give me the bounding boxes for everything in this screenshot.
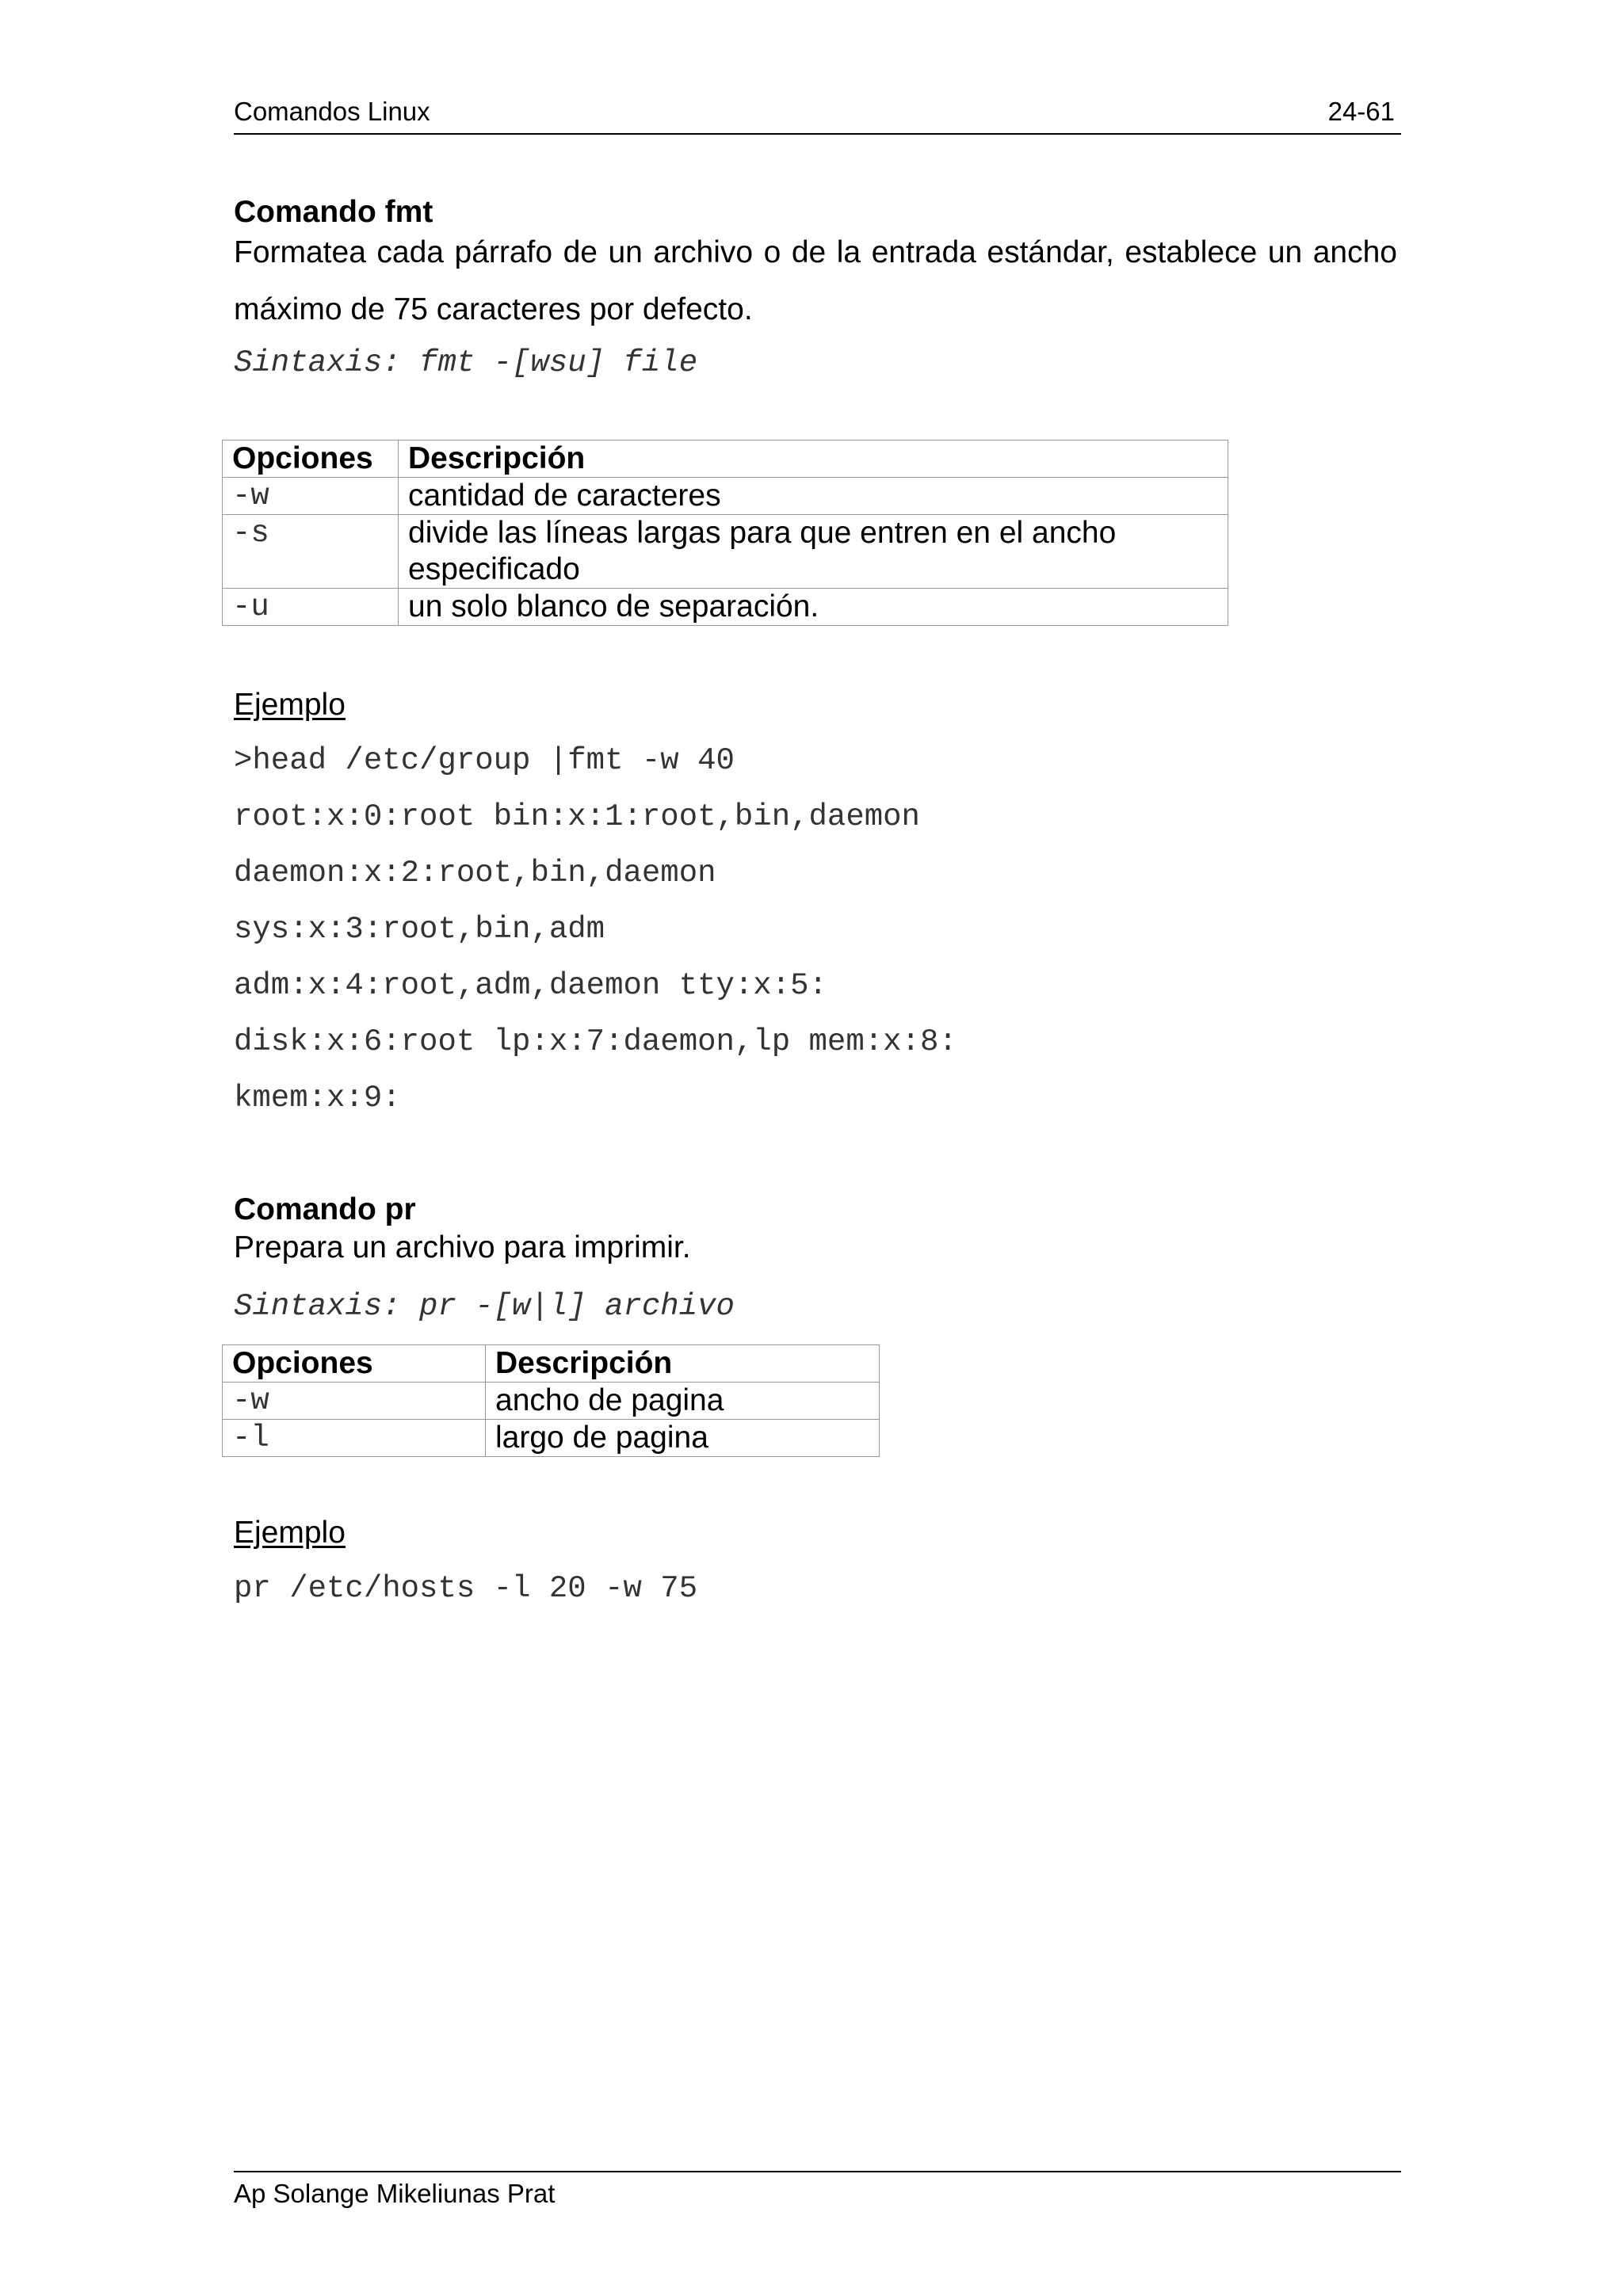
option-cell: -u [223, 589, 399, 626]
table-header-options: Opciones [223, 1345, 486, 1383]
fmt-description: Formatea cada párrafo de un archivo o de la entrada estándar, establece un ancho máximo de 75 caracteres por defecto. [234, 235, 1397, 326]
description-cell: cantidad de caracteres [399, 478, 1228, 515]
option-cell: -l [223, 1420, 486, 1457]
pr-example-label: Ejemplo [234, 1516, 346, 1550]
footer-author: Ap Solange Mikeliunas Prat [234, 2179, 556, 2208]
pr-section-title: Comando pr [234, 1192, 416, 1226]
pr-syntax: Sintaxis: pr -[w|l] archivo [234, 1289, 735, 1324]
table-row [223, 1420, 880, 1457]
option-cell: -w [223, 1383, 486, 1420]
option-cell: -w [223, 478, 399, 515]
fmt-example-label: Ejemplo [234, 688, 346, 722]
code-line: disk:x:6:root lp:x:7:daemon,lp mem:x:8: [234, 1024, 957, 1059]
header-title: Comandos Linux [234, 97, 430, 126]
code-line: sys:x:3:root,bin,adm [234, 912, 605, 947]
description-cell: un solo blanco de separación. [399, 589, 1228, 626]
table-row [223, 1383, 880, 1420]
code-line: root:x:0:root bin:x:1:root,bin,daemon [234, 799, 920, 834]
table-row [223, 589, 1228, 626]
code-line: adm:x:4:root,adm,daemon tty:x:5: [234, 968, 827, 1003]
table-row [223, 478, 1228, 515]
code-line: >head /etc/group |fmt -w 40 [234, 743, 735, 778]
table-header-description: Descripción [399, 441, 1228, 478]
page-footer [234, 2171, 1401, 2209]
header-page-number: 24-61 [1327, 97, 1395, 126]
description-cell: divide las líneas largas para que entren en el ancho especificado [399, 515, 1228, 589]
pr-options-table [222, 1344, 880, 1457]
page-header [234, 93, 1401, 135]
fmt-section-title: Comando fmt [234, 195, 433, 229]
fmt-syntax: Sintaxis: fmt -[wsu] file [234, 345, 698, 380]
description-cell: ancho de pagina [486, 1383, 880, 1420]
code-line: pr /etc/hosts -l 20 -w 75 [234, 1571, 698, 1606]
table-row [223, 515, 1228, 589]
description-cell: largo de pagina [486, 1420, 880, 1457]
pr-description: Prepara un archivo para imprimir. [234, 1230, 691, 1264]
table-header-description: Descripción [486, 1345, 880, 1383]
table-header-row [223, 1345, 880, 1383]
option-cell: -s [223, 515, 399, 589]
fmt-options-table [222, 440, 1228, 626]
table-header-row [223, 441, 1228, 478]
code-line: daemon:x:2:root,bin,daemon [234, 856, 716, 891]
code-line: kmem:x:9: [234, 1081, 401, 1116]
table-header-options: Opciones [223, 441, 399, 478]
